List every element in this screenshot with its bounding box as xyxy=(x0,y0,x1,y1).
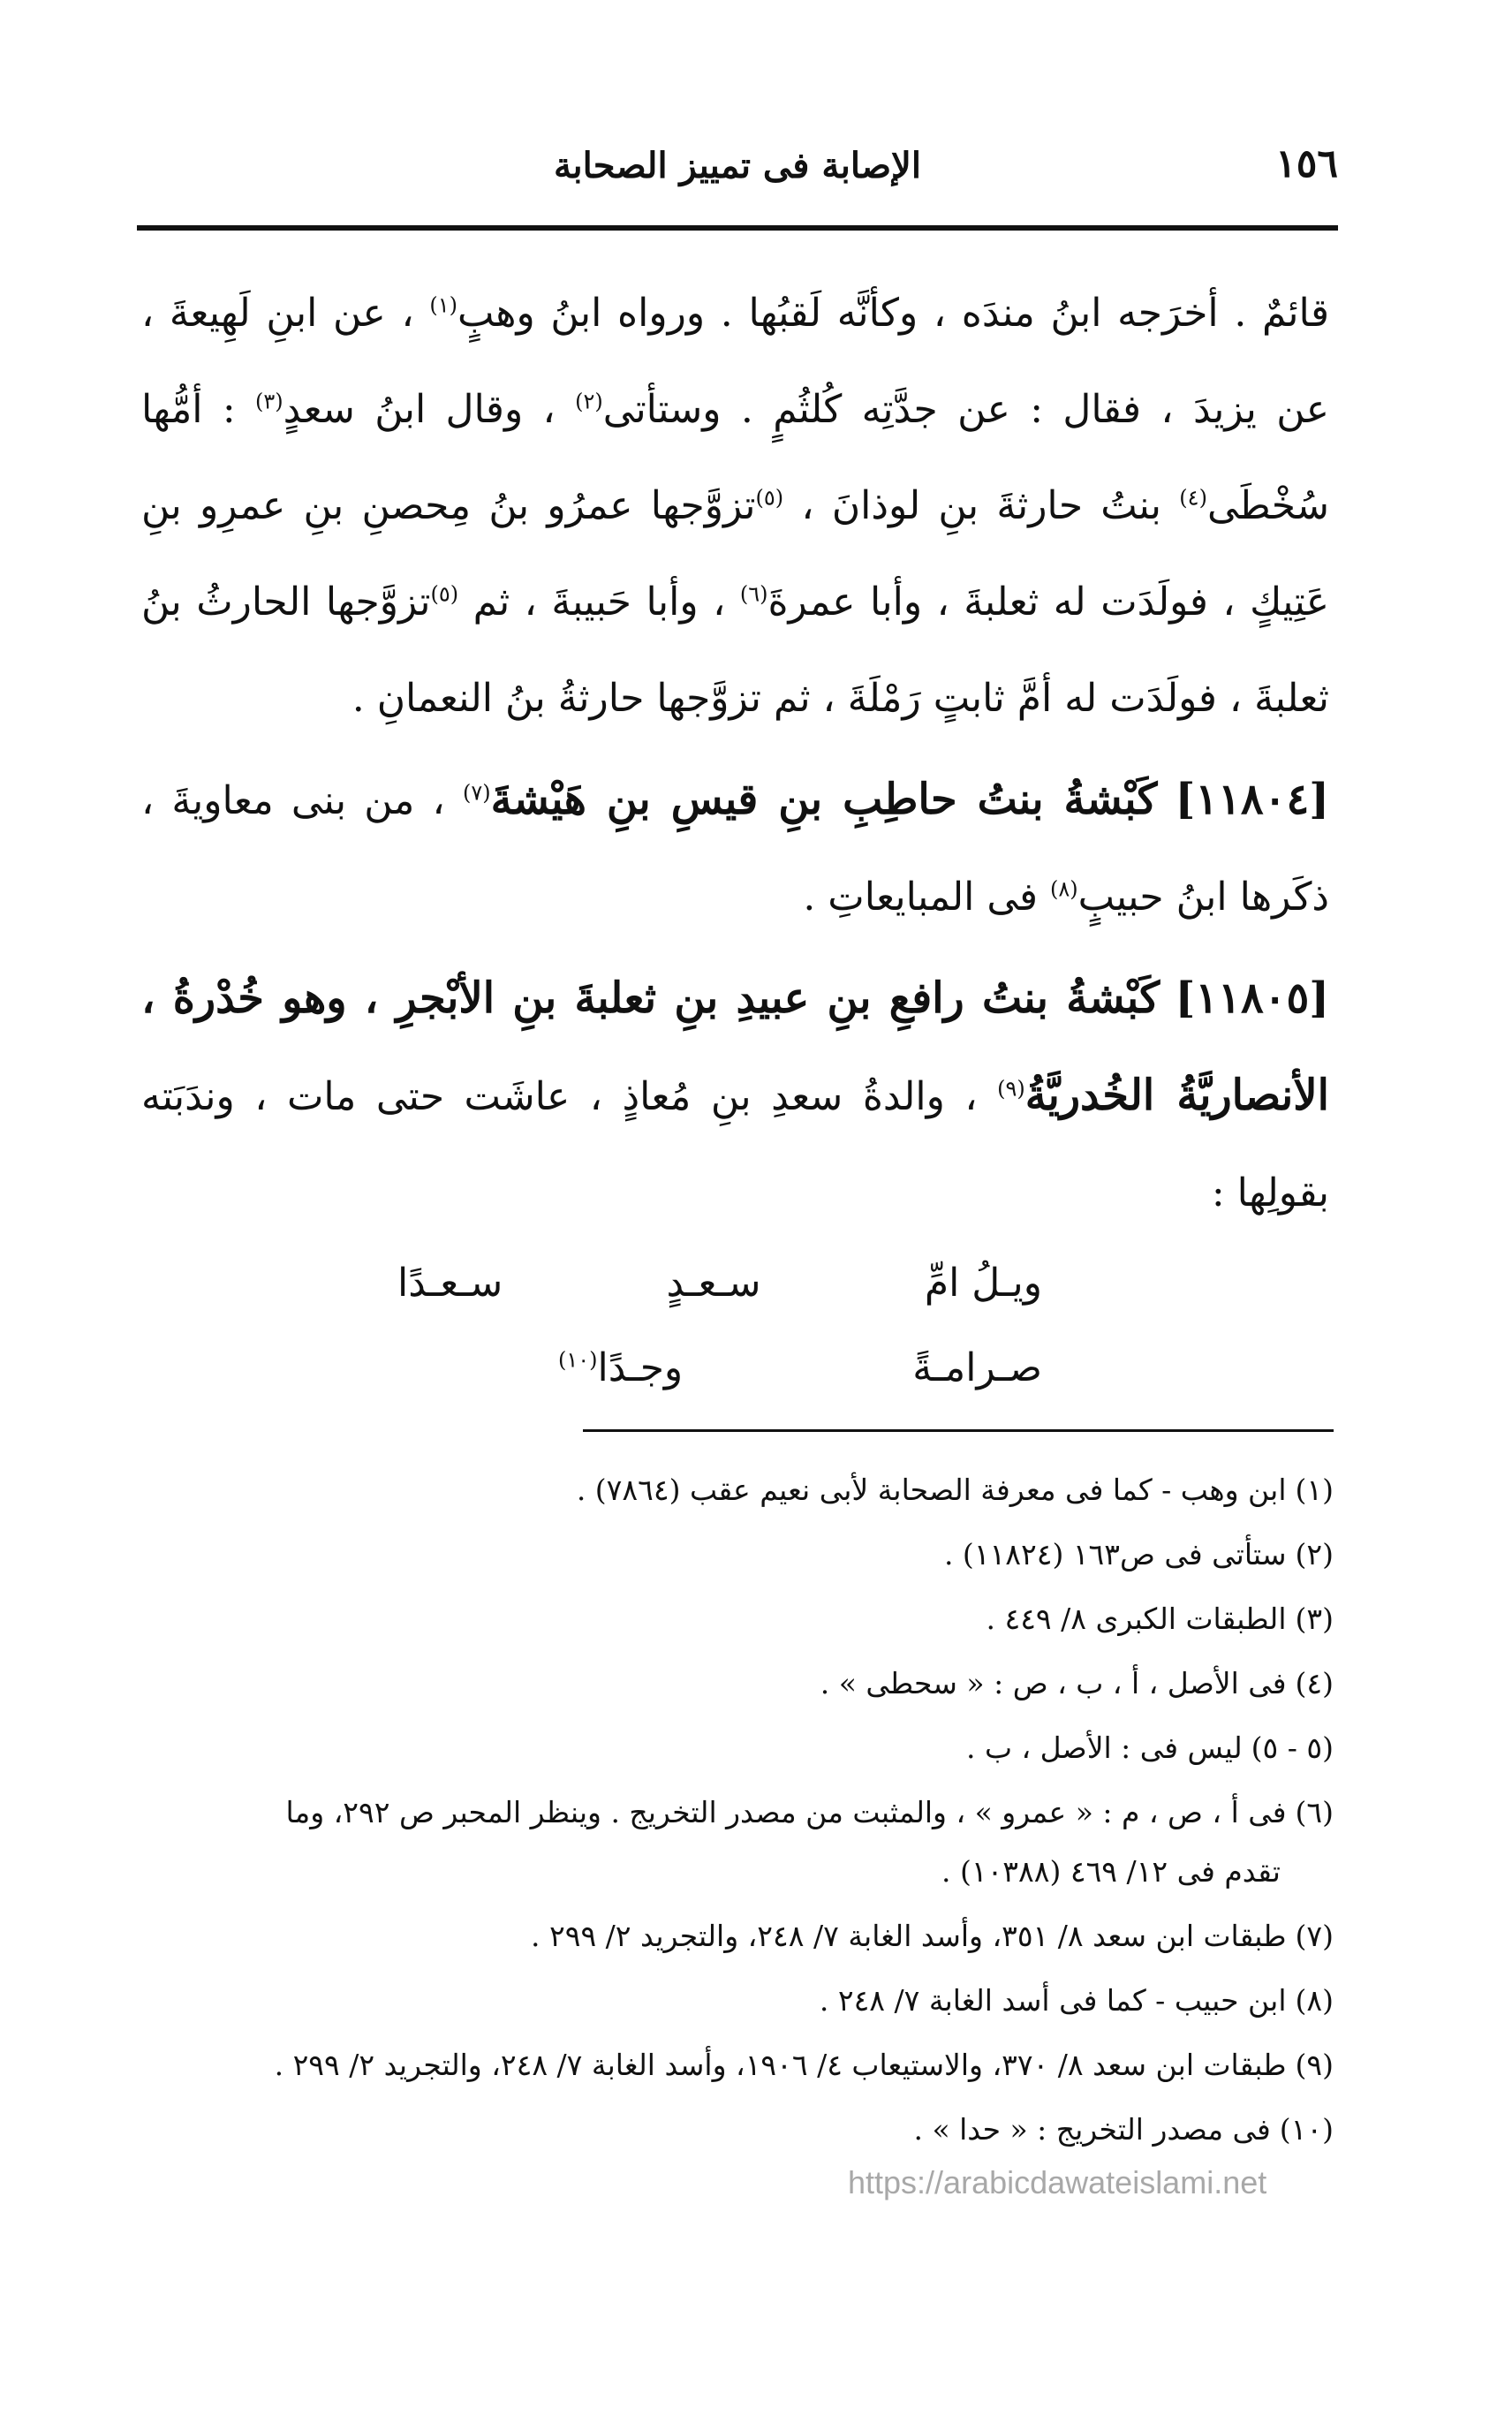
footnote-number: (٤) xyxy=(1295,1666,1334,1700)
poem xyxy=(397,1241,1104,1411)
main-text xyxy=(141,265,1329,1241)
footnote-ref-2[interactable]: (٢) xyxy=(575,389,603,414)
footnote-6 xyxy=(146,1780,1334,1844)
text-segment: ، عن ابنِ لَهِيعةَ ، عن يزيدَ ، فقال : عن جدَّتِه كُلثُمٍ . وستأتى xyxy=(141,291,1329,432)
footnote-ref-7[interactable]: (٧) xyxy=(462,780,491,806)
footnote-2 xyxy=(146,1522,1334,1587)
entry-name: كَبْشةُ بنتُ حاطِبِ بنِ قيسِ بنِ هَيْشةَ xyxy=(490,775,1158,824)
footnote-number: (٦) xyxy=(1295,1795,1334,1829)
footnote-ref-6[interactable]: (٦) xyxy=(739,581,768,607)
poem-word: وجـدًا xyxy=(597,1345,684,1390)
footnote-ref-8[interactable]: (٨) xyxy=(1050,876,1078,902)
footnote-6-continuation: تقدم فى ١٢/ ٤٦٩ (١٠٣٨٨) . xyxy=(941,1854,1281,1889)
header-rule xyxy=(137,225,1338,231)
text-segment: ، وقال ابنُ سعدٍ xyxy=(283,387,556,432)
footnote-text: ستأتى فى ص١٦٣ (١١٨٢٤) . xyxy=(943,1537,1287,1572)
footnote-1 xyxy=(146,1458,1334,1522)
entry-11805 xyxy=(141,950,1329,1241)
footnote-3 xyxy=(146,1587,1334,1651)
footnote-text: فى الأصل ، أ ، ب ، ص : « سحطى » . xyxy=(820,1666,1287,1700)
footnote-text: فى أ ، ص ، م : « عمرو » ، والمثبت من مصدر التخريج . وينظر المحبر ص ٢٩٢، وما xyxy=(285,1795,1287,1829)
watermark-url: https://arabicdawateislami.net xyxy=(848,2164,1267,2200)
footnote-separator xyxy=(583,1429,1334,1432)
page-header xyxy=(137,141,1338,203)
paragraph-intro xyxy=(141,265,1329,746)
footnotes xyxy=(146,1458,1334,2162)
footnote-number: (٥ - ٥) xyxy=(1251,1731,1334,1765)
poem-word: سـعـدًا xyxy=(397,1261,503,1306)
text-segment: فى المبايعاتِ . xyxy=(803,875,1039,920)
entry-name: كَبْشةُ بنتُ رافعِ بنِ عبيدِ بنِ ثعلبةَ بنِ الأبْجرِ ، وهو خُدْرةُ ، الأنصاريَّةُ الخُدريَّةُ xyxy=(141,973,1330,1120)
footnote-ref-5-start[interactable]: (٥) xyxy=(755,485,784,511)
footnote-ref-4[interactable]: (٤) xyxy=(1179,485,1207,511)
text-segment: : أمُّها سُخْطَى xyxy=(141,387,1329,528)
page-number: ١٥٦ xyxy=(1275,141,1338,186)
poem-word: ويـلُ امِّ xyxy=(924,1261,1042,1306)
text-segment: ، وأبا حَبيبةَ ، ثم xyxy=(472,579,726,625)
footnote-text: الطبقات الكبرى ٨/ ٤٤٩ . xyxy=(986,1602,1287,1636)
footnote-number: (١٠) xyxy=(1279,2112,1334,2147)
footnote-number: (٣) xyxy=(1295,1602,1334,1636)
running-title: الإصابة فى تمييز الصحابة xyxy=(554,145,921,186)
footnote-4 xyxy=(146,1651,1334,1715)
footnote-ref-10[interactable]: (١٠) xyxy=(557,1347,598,1373)
footnote-number: (٢) xyxy=(1295,1537,1334,1572)
footnote-number: (٨) xyxy=(1295,1983,1334,2018)
footnote-number: (٧) xyxy=(1295,1919,1334,1953)
text-segment: تزوَّجها عمرُو بنُ مِحصنِ بنِ عمرِو بنِ عَتِيكٍ ، فولَدَت له ثعلبةَ ، وأبا عمرةَ xyxy=(141,483,1329,625)
footnote-5 xyxy=(146,1715,1334,1780)
footnote-8 xyxy=(146,1968,1334,2033)
footnote-ref-3[interactable]: (٣) xyxy=(255,389,284,414)
footnote-ref-9[interactable]: (٩) xyxy=(997,1076,1025,1102)
entry-number: [١١٨٠٥] xyxy=(1175,973,1329,1023)
footnote-text: ابن وهب - كما فى معرفة الصحابة لأبى نعيم عقب (٧٨٦٤) . xyxy=(576,1473,1287,1507)
footnote-text: طبقات ابن سعد ٨/ ٣٥١، وأسد الغابة ٧/ ٢٤٨، والتجريد ٢/ ٢٩٩ . xyxy=(531,1919,1287,1953)
poem-line-1 xyxy=(397,1241,1104,1326)
poem-word: سـعـدٍ xyxy=(666,1261,761,1306)
entry-number: [١١٨٠٤] xyxy=(1175,775,1329,824)
text-segment: تزوَّجها الحارثُ بنُ ثعلبةَ ، فولَدَت له أمَّ ثابتٍ رَمْلَةَ ، ثم تزوَّجها حارثةُ بنُ النعمانِ . xyxy=(141,579,1329,721)
poem-word: صـرامـةً xyxy=(912,1345,1042,1390)
footnote-text: ابن حبيب - كما فى أسد الغابة ٧/ ٢٤٨ . xyxy=(819,1983,1287,2018)
entry-11804 xyxy=(141,752,1329,945)
text-segment: ، من بنى معاويةَ ، ذكَرها ابنُ حبيبٍ xyxy=(141,778,1329,920)
footnote-text: طبقات ابن سعد ٨/ ٣٧٠، والاستيعاب ٤/ ١٩٠٦، وأسد الغابة ٧/ ٢٤٨، والتجريد ٢/ ٢٩٩ . xyxy=(274,2048,1287,2082)
footnote-number: (١) xyxy=(1295,1473,1334,1507)
text-segment: قائمٌ . أخرَجه ابنُ مندَه ، وكأنَّه لَقبُها . ورواه ابنُ وهبٍ xyxy=(457,291,1329,336)
text-segment: بنتُ حارثةَ بنِ لوذانَ ، xyxy=(801,483,1162,528)
footnote-ref-1[interactable]: (١) xyxy=(429,292,458,318)
footnote-10 xyxy=(146,2097,1334,2162)
poem-line-2 xyxy=(397,1326,1104,1411)
footnote-9 xyxy=(146,2033,1334,2097)
footnote-ref-5-end[interactable]: (٥) xyxy=(430,581,459,607)
footnote-text: ليس فى : الأصل ، ب . xyxy=(966,1731,1243,1765)
footnote-text: فى مصدر التخريج : « حدا » . xyxy=(913,2112,1271,2147)
text-segment: ، والدةُ سعدِ بنِ مُعاذٍ ، عاشَت حتى مات ، وندَبَته بقولِها : xyxy=(141,1074,1329,1216)
footnote-number: (٩) xyxy=(1295,2048,1334,2082)
footnote-7 xyxy=(146,1904,1334,1968)
